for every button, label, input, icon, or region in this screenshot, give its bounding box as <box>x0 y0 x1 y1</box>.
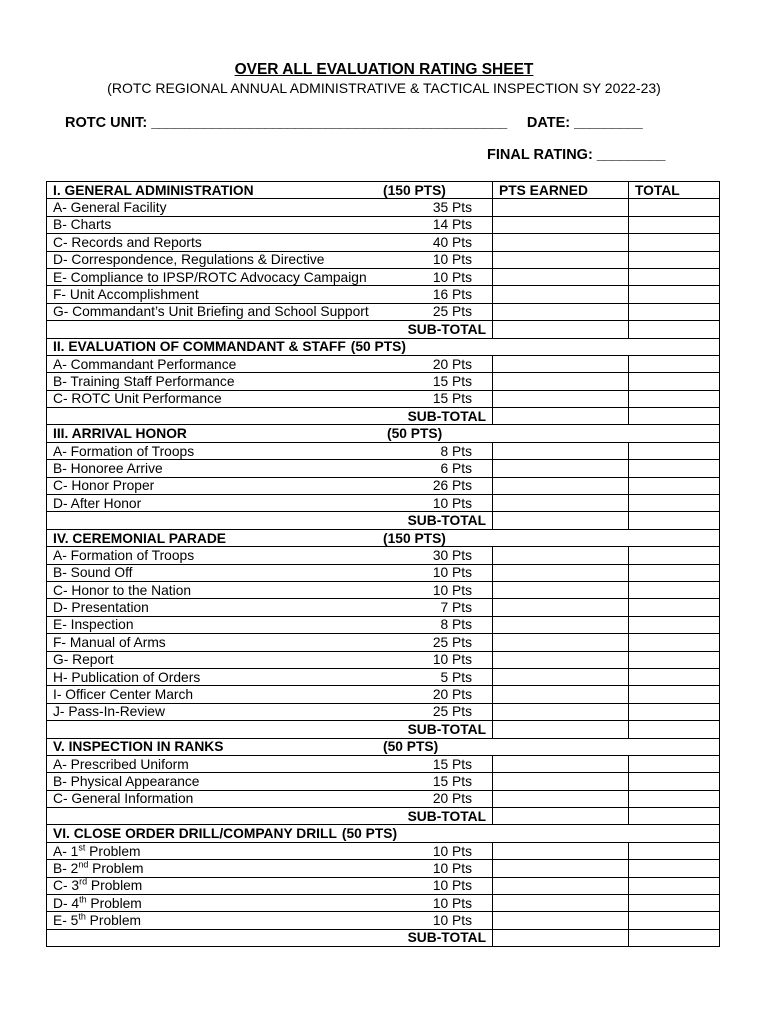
section-header-row <box>47 738 720 755</box>
item-label: D- After Honor <box>53 495 142 511</box>
item-points: 30 Pts <box>432 547 472 563</box>
item-cell <box>47 877 493 894</box>
rotc-unit-field[interactable]: _______________________________________________ <box>151 115 507 131</box>
total-cell[interactable] <box>629 755 720 772</box>
pts-earned-header: PTS EARNED <box>493 182 629 199</box>
item-points: 5 Pts <box>440 669 472 685</box>
item-points: 10 Pts <box>432 860 472 876</box>
total-cell[interactable] <box>629 477 720 494</box>
total-cell[interactable] <box>629 668 720 685</box>
item-label: C- Records and Reports <box>53 234 202 250</box>
subtotal-total-cell[interactable] <box>629 808 720 825</box>
section-points: (50 PTS) <box>350 339 406 355</box>
item-row <box>47 216 720 233</box>
pts-earned-cell[interactable] <box>493 303 629 320</box>
pts-earned-cell[interactable] <box>493 234 629 251</box>
item-cell <box>47 268 493 285</box>
item-label: A- General Facility <box>53 200 167 216</box>
item-label-rest: Problem <box>85 913 142 929</box>
item-label-rest: Problem <box>85 843 141 859</box>
item-points: 25 Pts <box>432 704 472 720</box>
item-row <box>47 634 720 651</box>
item-label: A- Prescribed Uniform <box>53 756 189 772</box>
item-row <box>47 303 720 320</box>
pts-earned-cell[interactable] <box>493 790 629 807</box>
item-points: 25 Pts <box>432 304 472 320</box>
pts-earned-cell[interactable] <box>493 251 629 268</box>
subtotal-row <box>47 512 720 529</box>
total-cell[interactable] <box>629 616 720 633</box>
item-points: 25 Pts <box>432 634 472 650</box>
pts-earned-cell[interactable] <box>493 634 629 651</box>
section-title-cell <box>47 338 720 355</box>
item-label <box>53 861 404 876</box>
item-cell <box>47 912 493 929</box>
evaluation-table <box>46 181 720 947</box>
item-cell <box>47 860 493 877</box>
item-row <box>47 895 720 912</box>
pts-earned-cell[interactable] <box>493 912 629 929</box>
total-cell[interactable] <box>629 860 720 877</box>
item-points: 26 Pts <box>432 478 472 494</box>
total-cell[interactable] <box>629 581 720 598</box>
item-points: 10 Pts <box>432 565 472 581</box>
item-row <box>47 286 720 303</box>
subtotal-total-cell[interactable] <box>629 721 720 738</box>
total-cell[interactable] <box>629 216 720 233</box>
item-label: C- ROTC Unit Performance <box>53 391 222 407</box>
item-cell <box>47 547 493 564</box>
section-title-cell <box>47 529 720 546</box>
item-cell <box>47 599 493 616</box>
item-label: A- Commandant Performance <box>53 356 237 372</box>
item-row <box>47 251 720 268</box>
section-title: I. GENERAL ADMINISTRATION <box>53 182 254 198</box>
subtotal-row <box>47 408 720 425</box>
item-cell <box>47 216 493 233</box>
item-cell <box>47 616 493 633</box>
section-title: V. INSPECTION IN RANKS <box>53 739 224 755</box>
item-cell <box>47 668 493 685</box>
subtotal-pts-earned-cell[interactable] <box>493 321 629 338</box>
item-label: G- Report <box>53 652 114 668</box>
subtotal-label: SUB-TOTAL <box>47 808 493 825</box>
pts-earned-cell[interactable] <box>493 860 629 877</box>
pts-earned-cell[interactable] <box>493 373 629 390</box>
total-cell[interactable] <box>629 895 720 912</box>
item-points: 16 Pts <box>432 287 472 303</box>
pts-earned-cell[interactable] <box>493 651 629 668</box>
item-row <box>47 564 720 581</box>
item-points: 15 Pts <box>432 373 472 389</box>
section-points: (50 PTS) <box>341 826 398 842</box>
item-label: I- Officer Center March <box>53 687 194 703</box>
total-cell[interactable] <box>629 686 720 703</box>
subtotal-pts-earned-cell[interactable] <box>493 721 629 738</box>
item-points: 14 Pts <box>432 217 472 233</box>
pts-earned-cell[interactable] <box>493 390 629 407</box>
pts-earned-cell[interactable] <box>493 668 629 685</box>
item-cell <box>47 373 493 390</box>
item-row <box>47 703 720 720</box>
subtotal-label: SUB-TOTAL <box>47 321 493 338</box>
item-label-prefix: C- 3 <box>53 878 80 894</box>
item-row <box>47 547 720 564</box>
item-label <box>53 913 404 928</box>
final-rating-line <box>487 147 665 163</box>
pts-earned-cell[interactable] <box>493 286 629 303</box>
section-title: II. EVALUATION OF COMMANDANT & STAFF <box>53 339 346 355</box>
pts-earned-cell[interactable] <box>493 581 629 598</box>
item-points: 8 Pts <box>440 443 472 459</box>
item-label: B- Physical Appearance <box>53 773 200 789</box>
section-header-row <box>47 529 720 546</box>
item-label-prefix: E- 5 <box>53 913 79 929</box>
total-cell[interactable] <box>629 234 720 251</box>
pts-earned-cell[interactable] <box>493 216 629 233</box>
pts-earned-cell[interactable] <box>493 599 629 616</box>
item-label <box>53 896 404 911</box>
item-cell <box>47 442 493 459</box>
item-cell <box>47 895 493 912</box>
section-header-row <box>47 825 720 842</box>
total-header: TOTAL <box>629 182 720 199</box>
item-label-rest: Problem <box>88 860 144 876</box>
item-points: 20 Pts <box>432 791 472 807</box>
item-points: 10 Pts <box>432 652 472 668</box>
item-points: 20 Pts <box>432 687 472 703</box>
item-cell <box>47 634 493 651</box>
item-cell <box>47 460 493 477</box>
document-subtitle: (ROTC REGIONAL ANNUAL ADMINISTRATIVE & TACTICAL INSPECTION SY 2022-23) <box>107 80 661 96</box>
ordinal-suffix: st <box>78 843 86 852</box>
total-cell[interactable] <box>629 460 720 477</box>
item-label: H- Publication of Orders <box>53 669 201 685</box>
ordinal-suffix: th <box>79 895 87 905</box>
item-points: 10 Pts <box>432 895 472 911</box>
item-row <box>47 877 720 894</box>
date-field[interactable]: _________ <box>574 115 643 131</box>
item-row <box>47 199 720 216</box>
section-points: (50 PTS) <box>387 426 443 442</box>
item-points: 15 Pts <box>432 756 472 772</box>
total-cell[interactable] <box>629 790 720 807</box>
total-cell[interactable] <box>629 268 720 285</box>
section-title-cell <box>47 825 720 842</box>
pts-earned-cell[interactable] <box>493 460 629 477</box>
section-title-cell <box>47 425 720 442</box>
subtotal-row <box>47 721 720 738</box>
total-cell[interactable] <box>629 495 720 512</box>
date-label: DATE: <box>526 115 571 131</box>
item-points: 10 Pts <box>432 843 472 859</box>
subtotal-label: SUB-TOTAL <box>47 721 493 738</box>
pts-earned-cell[interactable] <box>493 268 629 285</box>
item-label: B- Sound Off <box>53 565 133 581</box>
item-label-prefix: D- 4 <box>53 895 80 911</box>
total-cell[interactable] <box>629 390 720 407</box>
pts-earned-cell[interactable] <box>493 547 629 564</box>
subtotal-label: SUB-TOTAL <box>47 408 493 425</box>
item-points: 7 Pts <box>440 600 472 616</box>
item-label: A- Formation of Troops <box>53 443 195 459</box>
total-cell[interactable] <box>629 651 720 668</box>
pts-earned-cell[interactable] <box>493 755 629 772</box>
ordinal-suffix: rd <box>79 878 88 887</box>
item-row <box>47 912 720 929</box>
item-label-prefix: B- 2 <box>53 860 79 876</box>
item-label-rest: Problem <box>86 895 142 911</box>
item-points: 10 Pts <box>432 252 472 268</box>
item-label: F- Manual of Arms <box>53 634 166 650</box>
item-label: C- Honor to the Nation <box>53 582 192 598</box>
item-cell <box>47 651 493 668</box>
item-cell <box>47 686 493 703</box>
item-points: 35 Pts <box>432 200 472 216</box>
item-row <box>47 390 720 407</box>
total-cell[interactable] <box>629 842 720 859</box>
item-label: C- Honor Proper <box>53 478 155 494</box>
item-label: J- Pass-In-Review <box>53 704 165 720</box>
section-header-row <box>47 425 720 442</box>
item-points: 10 Pts <box>432 878 472 894</box>
pts-earned-cell[interactable] <box>493 877 629 894</box>
pts-earned-cell[interactable] <box>493 495 629 512</box>
item-row <box>47 616 720 633</box>
item-cell <box>47 564 493 581</box>
item-row <box>47 842 720 859</box>
item-row <box>47 495 720 512</box>
item-points: 20 Pts <box>432 356 472 372</box>
total-cell[interactable] <box>629 877 720 894</box>
item-cell <box>47 703 493 720</box>
pts-earned-cell[interactable] <box>493 895 629 912</box>
item-label-rest: Problem <box>87 878 143 894</box>
subtotal-label: SUB-TOTAL <box>47 512 493 529</box>
subtotal-label: SUB-TOTAL <box>47 929 493 946</box>
item-label: E- Inspection <box>53 617 134 633</box>
subtotal-row <box>47 321 720 338</box>
final-rating-field[interactable]: _________ <box>596 147 665 163</box>
item-cell <box>47 303 493 320</box>
item-row <box>47 373 720 390</box>
section-title: VI. CLOSE ORDER DRILL/COMPANY DRILL <box>53 826 337 842</box>
item-row <box>47 268 720 285</box>
total-cell[interactable] <box>629 773 720 790</box>
item-cell <box>47 755 493 772</box>
item-label: A- Formation of Troops <box>53 547 195 563</box>
item-points: 6 Pts <box>440 460 472 476</box>
section-title: III. ARRIVAL HONOR <box>53 426 187 442</box>
item-cell <box>47 495 493 512</box>
ordinal-suffix: th <box>78 913 86 922</box>
item-points: 10 Pts <box>432 495 472 511</box>
item-points: 10 Pts <box>432 913 472 929</box>
section-header-row <box>47 338 720 355</box>
item-label: C- General Information <box>53 791 194 807</box>
total-cell[interactable] <box>629 703 720 720</box>
item-row <box>47 651 720 668</box>
final-rating-label: FINAL RATING: <box>487 147 593 163</box>
item-label: E- Compliance to IPSP/ROTC Advocacy Campaign <box>53 269 367 285</box>
item-row <box>47 599 720 616</box>
pts-earned-cell[interactable] <box>493 477 629 494</box>
total-cell[interactable] <box>629 634 720 651</box>
item-label-prefix: A- 1 <box>53 843 79 859</box>
subtotal-row <box>47 929 720 946</box>
subtotal-pts-earned-cell[interactable] <box>493 408 629 425</box>
item-label <box>53 878 404 893</box>
item-row <box>47 686 720 703</box>
item-cell <box>47 234 493 251</box>
item-cell <box>47 390 493 407</box>
item-row <box>47 581 720 598</box>
section-title-cell <box>47 182 493 199</box>
total-cell[interactable] <box>629 547 720 564</box>
rotc-unit-label: ROTC UNIT: <box>65 115 148 131</box>
item-cell <box>47 286 493 303</box>
pts-earned-cell[interactable] <box>493 686 629 703</box>
pts-earned-cell[interactable] <box>493 842 629 859</box>
subtotal-row <box>47 808 720 825</box>
item-label: B- Training Staff Performance <box>53 373 235 389</box>
total-cell[interactable] <box>629 251 720 268</box>
subtotal-pts-earned-cell[interactable] <box>493 512 629 529</box>
pts-earned-cell[interactable] <box>493 703 629 720</box>
item-label: G- Commandant’s Unit Briefing and School Support <box>53 304 369 320</box>
total-cell[interactable] <box>629 373 720 390</box>
item-cell <box>47 842 493 859</box>
pts-earned-cell[interactable] <box>493 199 629 216</box>
total-cell[interactable] <box>629 599 720 616</box>
total-cell[interactable] <box>629 564 720 581</box>
total-cell[interactable] <box>629 286 720 303</box>
total-cell[interactable] <box>629 303 720 320</box>
item-points: 10 Pts <box>432 269 472 285</box>
item-points: 15 Pts <box>432 773 472 789</box>
total-cell[interactable] <box>629 355 720 372</box>
section-points: (150 PTS) <box>383 182 446 198</box>
item-row <box>47 755 720 772</box>
item-cell <box>47 477 493 494</box>
subtotal-pts-earned-cell[interactable] <box>493 929 629 946</box>
item-points: 8 Pts <box>440 617 472 633</box>
item-cell <box>47 199 493 216</box>
item-label: B- Honoree Arrive <box>53 460 163 476</box>
item-row <box>47 668 720 685</box>
item-row <box>47 234 720 251</box>
pts-earned-cell[interactable] <box>493 564 629 581</box>
item-row <box>47 460 720 477</box>
subtotal-total-cell[interactable] <box>629 408 720 425</box>
subtotal-total-cell[interactable] <box>629 929 720 946</box>
item-points: 40 Pts <box>432 234 472 250</box>
unit-date-line <box>65 115 642 131</box>
section-header-row <box>47 182 720 199</box>
total-cell[interactable] <box>629 912 720 929</box>
pts-earned-cell[interactable] <box>493 616 629 633</box>
ordinal-suffix: nd <box>78 860 89 870</box>
pts-earned-cell[interactable] <box>493 442 629 459</box>
item-points: 10 Pts <box>432 582 472 598</box>
item-cell <box>47 355 493 372</box>
item-row <box>47 477 720 494</box>
item-label <box>53 844 404 859</box>
item-cell <box>47 581 493 598</box>
item-cell <box>47 251 493 268</box>
pts-earned-cell[interactable] <box>493 773 629 790</box>
section-points: (50 PTS) <box>383 739 439 755</box>
item-row <box>47 860 720 877</box>
item-label: B- Charts <box>53 217 112 233</box>
item-row <box>47 355 720 372</box>
section-title-cell <box>47 738 720 755</box>
total-cell[interactable] <box>629 199 720 216</box>
subtotal-total-cell[interactable] <box>629 321 720 338</box>
item-row <box>47 442 720 459</box>
pts-earned-cell[interactable] <box>493 355 629 372</box>
item-label: D- Presentation <box>53 600 149 616</box>
item-row <box>47 790 720 807</box>
total-cell[interactable] <box>629 442 720 459</box>
item-label: F- Unit Accomplishment <box>53 287 199 303</box>
subtotal-total-cell[interactable] <box>629 512 720 529</box>
item-label: D- Correspondence, Regulations & Directive <box>53 252 325 268</box>
subtotal-pts-earned-cell[interactable] <box>493 808 629 825</box>
section-title: IV. CEREMONIAL PARADE <box>53 530 226 546</box>
item-cell <box>47 773 493 790</box>
item-points: 15 Pts <box>432 391 472 407</box>
document-title: OVER ALL EVALUATION RATING SHEET <box>234 61 534 78</box>
item-row <box>47 773 720 790</box>
item-cell <box>47 790 493 807</box>
section-points: (150 PTS) <box>383 530 446 546</box>
